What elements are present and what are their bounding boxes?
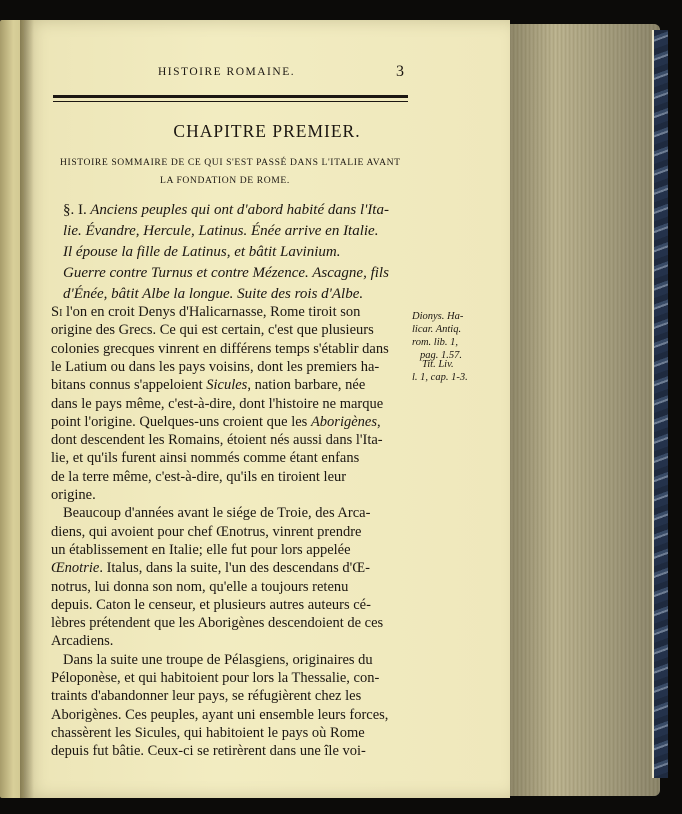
body-text-line: bitans connus s'appeloient Sicules, nation barbare, née [51,377,366,394]
body-text-line: de la terre même, c'est-à-dire, qu'ils en tiroient leur [51,468,347,485]
page-block-shade [510,24,660,796]
running-head: HISTOIRE ROMAINE. [158,66,296,78]
body-text-line: lèbres prétendent que les Aborigènes descendoient de ces [51,615,384,632]
section-summary-line: Il épouse la fille de Latinus, et bâtit Lavinium. [63,244,341,260]
body-text-line: Aborigènes. Ces peuples, ayant uni ensemble leurs forces, [51,706,389,723]
margin-note-line: rom. lib. 1, [412,337,458,348]
section-summary-line: d'Énée, bâtit Albe la longue. Suite des rois d'Albe. [63,286,364,302]
body-text-line: un établissement en Italie; elle fut pour lors appelée [51,541,351,558]
section-marker: §. I. [63,202,87,218]
section-summary-line [63,202,389,219]
margin-note-line: Dionys. Ha- [412,311,464,322]
body-text-line: Dans la suite une troupe de Pélasgiens, originaires du [63,651,373,668]
body-text-line: Œnotrie. Italus, dans la suite, l'un des descendans d'Œ- [51,560,370,577]
margin-note-line: Tit. Liv. [422,359,454,370]
body-text-line: depuis fut bâtie. Ceux-ci se retirèrent dans une île voi- [51,743,366,760]
section-summary-line: lie. Évandre, Hercule, Latinus. Énée arrive en Italie. [63,223,379,239]
body-text-line: origine. [51,487,96,503]
body-text-line: depuis. Caton le censeur, et plusieurs autres auteurs cé- [51,596,371,613]
body-text-line: dont descendent les Romains, étoient nés aussi dans l'Ita- [51,432,383,449]
body-text-line: traints d'abandonner leur pays, se réfugièrent chez les [51,688,362,705]
summary-heading-line-2: LA FONDATION DE ROME. [160,175,290,186]
body-text-line: dans le pays même, c'est-à-dire, dont l'histoire ne marque [51,395,384,412]
margin-note-line: pag. 1.57. [420,350,462,361]
body-text-line: diens, qui avoient pour chef Œnotrus, vinrent prendre [51,523,362,540]
body-text-line: Arcadiens. [51,633,114,650]
chapter-title: CHAPITRE PREMIER. [173,121,361,141]
section-summary-text: Anciens peuples qui ont d'abord habité dans l'Ita- [90,202,389,218]
body-text-line: Si l'on en croit Denys d'Halicarnasse, Rome tiroit son [51,304,361,320]
body-text-line: Péloponèse, et qui habitoient pour lors la Thessalie, con- [51,670,380,686]
margin-note-line: l. 1, cap. 1-3. [412,372,468,383]
body-text-line: le Latium ou dans les pays voisins, dont les premiers ha- [51,358,380,375]
header-rule-thin [53,101,408,102]
body-text-line: origine des Grecs. Ce qui est certain, c'est que plusieurs [51,322,374,339]
page-number: 3 [396,63,404,80]
header-rule-thick [53,95,408,98]
body-text-line: chassèrent les Sicules, qui habitoient le pays où Rome [51,724,365,741]
body-text-line: notrus, lui donna son nom, qu'elle a toujours retenu [51,578,349,595]
body-text-line: point l'origine. Quelques-uns croient que les Aborigènes, [51,413,381,430]
section-summary-line: Guerre contre Turnus et contre Mézence. Ascagne, fils [63,265,389,281]
body-text-line: Beaucoup d'années avant le siége de Troie, des Arca- [63,505,371,522]
body-text-line: colonies grecques vinrent en différens temps s'établir dans [51,340,389,357]
marbled-cover [652,30,668,778]
margin-note-line: licar. Antiq. [412,324,462,335]
summary-heading-line-1: HISTOIRE SOMMAIRE DE CE QUI S'EST PASSÉ DANS L'ITALIE AVANT [60,157,401,168]
body-text-line: lie, et qu'ils furent ainsi nommés comme étant enfans [51,450,360,467]
